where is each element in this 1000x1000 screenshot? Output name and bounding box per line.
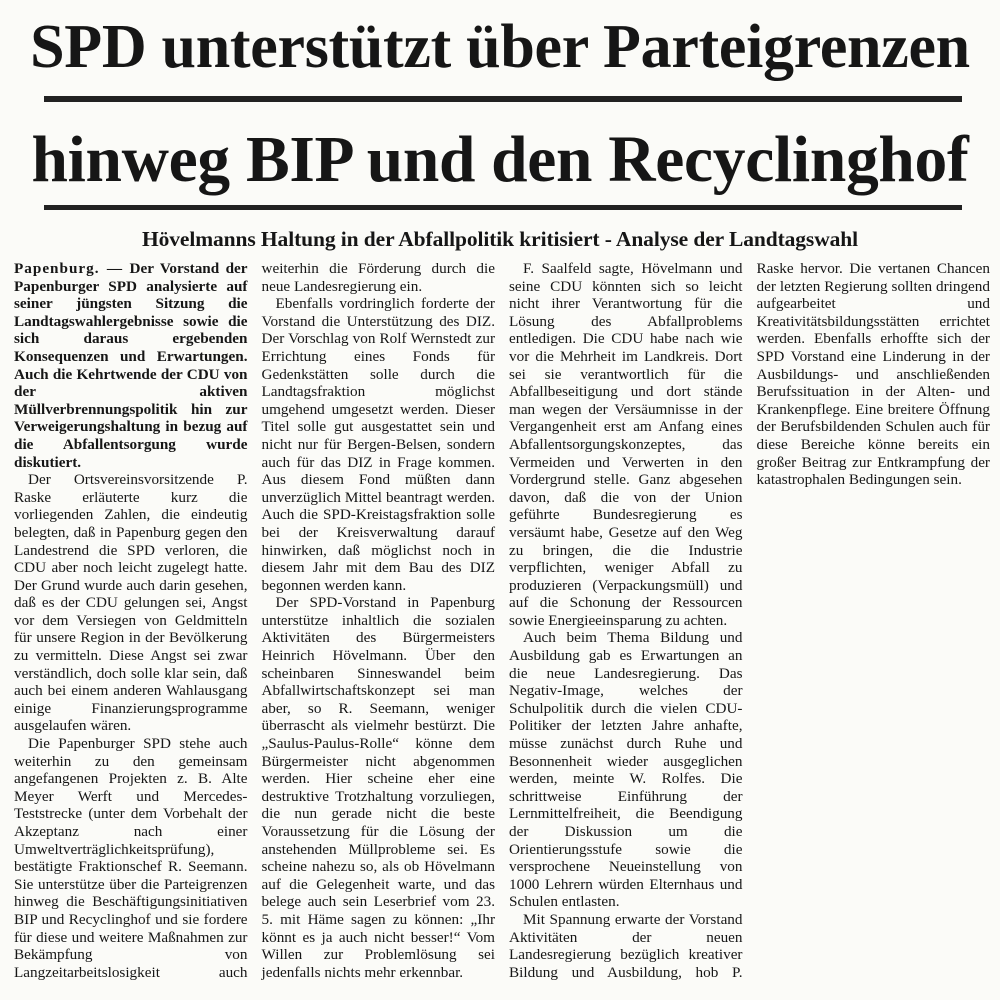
headline-line-1: SPD unterstützt über Parteigrenzen	[30, 13, 970, 81]
headline-rule-bottom	[44, 205, 962, 210]
paragraph: Der SPD-Vorstand in Papenburg unterstütze inhaltlich die sozialen Aktivitäten des Bürgermeisters Heinrich Hövelmann. Über den scheinbaren Sinneswandel beim Abfallwirtschaftskonzept sei man aber, so R. Seemann, weniger überrascht als vielmehr bestürzt. Die „Saulus-Paulus-Rolle“ könne dem Bürgermeister nicht abgenommen werden. Hier scheine eher eine destruktive Trotzhaltung vorzuliegen, die nun gerade nicht die beste Voraussetzung für die Lösung der anstehenden Müllprobleme sei. Es scheine nahezu so, als ob Hövelmann auf die Gelegenheit warte, und das belege auch sein Leserbrief vom 23. 5. mit Häme sagen zu können: „Ihr könnt es ja auch nicht besser!“ Vom Willen zur Problemlösung sei jedenfalls nichts mehr erkennbar.	[261, 594, 495, 981]
paragraph: Der Ortsvereinsvorsitzende P. Raske erläuterte kurz die vorliegenden Zahlen, die eindeutig belegten, daß in Papenburg gegen den Landestrend die SPD verloren, die CDU aber noch leicht zugelegt hatte. Der Grund wurde auch darin gesehen, daß es der CDU gelungen sei, Angst vor dem Versiegen von Geldmitteln für unsere Region in der Bevölkerung zu vermitteln. Diese Angst sei zwar verständlich, doch solle klar sein, daß auch bei einem anderen Wahlausgang einige Finanzierungsprogramme ausgelaufen wären.	[14, 471, 248, 735]
paragraph: Auch beim Thema Bildung und Ausbildung gab es Erwartungen an die neue Landesregierung. Das Negativ-Image, welches der Schulpolitik durch die vielen CDU-Politiker der letzten Jahre anhafte, müsse zunächst durch Ruhe und Besonnenheit wieder ausgeglichen werden, meinte W. Rolfes. Die schrittweise Einführung der Lernmittelfreiheit, die Beendigung der Diskussion um die Orientierungsstufe sowie die versprochene Neueinstellung von 1000 Lehrern würden Elternhaus und Schulen entlasten.	[509, 629, 743, 911]
paragraph: F. Saalfeld sagte, Hövelmann und seine CDU könnten sich so leicht nicht ihrer Verantwortung für die Lösung des Abfallproblems entledigen. Die CDU habe nach wie vor die Mehrheit im Landkreis. Dort sei sie verantwortlich für die Abfallbeseitigung und dort stände man wegen der Versäumnisse in der Vergangenheit erst am Anfang eines Abfallentsorgungskonzeptes, das Vermeiden und Verwerten in den Vordergrund stelle. Ganz abgesehen davon, daß die von der Union geführte Bundesregierung es versäumt habe, Gesetze auf den Weg zu bringen, die die Industrie verpflichten, weniger Abfall zu produzieren (Verpackungsmüll) und auf die Schonung der Ressourcen sowie Energieeinsparung zu achten.	[509, 260, 743, 629]
paragraph: Die Papenburger SPD stehe auch weiterhin zu den gemeinsam angefangenen Projekten z. B. Alte Meyer Werft und Mercedes-Teststrecke (unter dem Vorbehalt der Akzeptanz nach einer Umweltverträglichkeitsprüfung), bestätigte Fraktionschef R. Seemann. Sie unterstütze über die Parteigrenzen hinweg die Beschäftigungsinitiativen BIP und Recyclinghof und sie fordere für diese und weitere Maßnahmen zur Bekämpfung von Langzeitarbeitslosigkeit auch weiterhin die Förderung durch die neue Landesregierung ein.	[14, 260, 495, 981]
lead-text: Der Vorstand der Papenburger SPD analysierte auf seiner jüngsten Sitzung die Landtagswahlergebnisse sowie die sich daraus ergebenden Konsequenzen und Erwartungen. Auch die Kehrtwende der CDU von der aktiven Müllverbrennungspolitik hin zur Verweigerungshaltung in bezug auf die Abfallentsorgung wurde diskutiert.	[14, 260, 248, 471]
dateline: Papenburg. —	[14, 260, 124, 277]
subheadline: Hövelmanns Haltung in der Abfallpolitik kritisiert - Analyse der Landtagswahl	[141, 227, 859, 251]
headline-rule-top	[44, 96, 962, 102]
paragraph: Mit Spannung erwarte der Vorstand Aktivitäten der neuen Landesregierung bezüglich kreativer Bildung und Ausbildung, hob P. Raske hervor. Die vertanen Chancen der letzten Regierung sollten dringend aufgearbeitet und Kreativitätsbildungsstätten errichtet werden. Ebenfalls erhoffte sich der SPD Vorstand eine Linderung in der Ausbildungs- und anschließenden Berufssituation in der Alten- und Krankenpflege. Eine breitere Öffnung der Berufsbildenden Schulen auch für diese Bereiche könne bereits ein großer Beitrag zur Entkrampfung der katastrophalen Bedingungen sein.	[509, 260, 990, 981]
article-body	[14, 260, 990, 996]
headline-line-2: hinweg BIP und den Recyclinghof	[31, 124, 969, 196]
paragraph: Ebenfalls vordringlich forderte der Vorstand die Unterstützung des DIZ. Der Vorschlag von Rolf Wernstedt zur Errichtung eines Fonds für Gedenkstätten solle durch die Landtagsfraktion möglichst umgehend umgesetzt werden. Dieser Titel solle gut ausgestattet sein und nicht nur für Bergen-Belsen, sondern auch für das DIZ in Frage kommen. Aus diesem Fond müßten dann unverzüglich Mittel beantragt werden. Auch die SPD-Kreistagsfraktion solle bei der Kreisverwaltung darauf hinwirken, daß möglichst noch in diesem Jahr mit dem Bau des DIZ begonnen werden kann.	[261, 295, 495, 594]
lead-paragraph	[14, 260, 248, 471]
